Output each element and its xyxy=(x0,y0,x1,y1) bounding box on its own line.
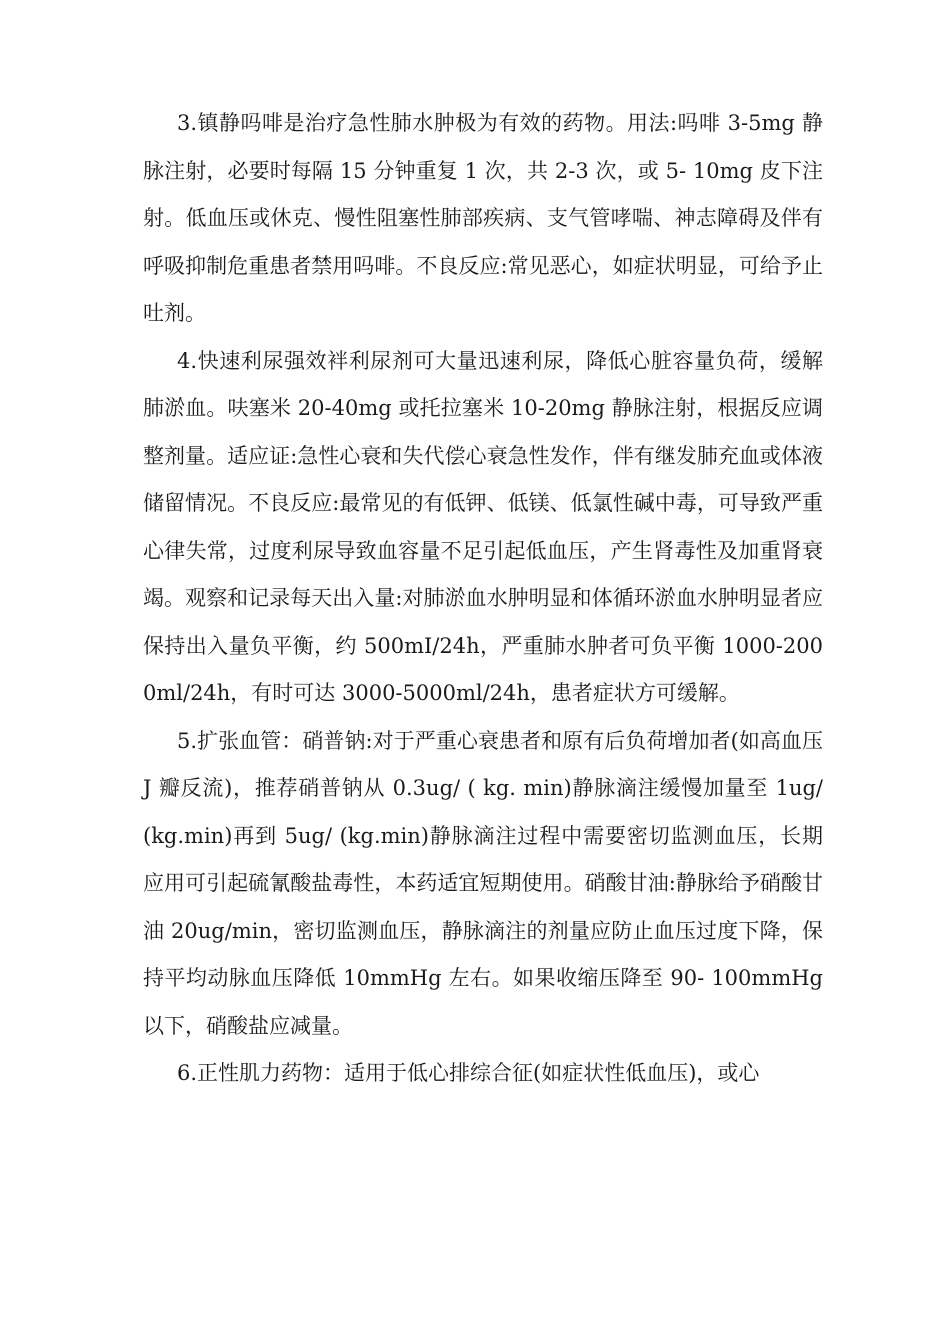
document-body xyxy=(143,100,823,1098)
paragraph-inotropes: 6.正性肌力药物：适用于低心排综合征(如症状性低血压)，或心 xyxy=(177,1061,760,1085)
paragraph-vasodilators: 5.扩张血管：硝普钠:对于严重心衰患者和原有后负荷增加者(如高血压 J 瓣反流)，推荐硝普钠从 0.3ug/ ( kg. min)静脉滴注缓慢加量至 1ug/(kg.min)再到 5ug/ (kg.min)静脉滴注过程中需要密切监测血压，长期应用可引起硫氰酸盐毒性，本药适宜短期使用。硝酸甘油:静脉给予硝酸甘油 20ug/min，密切监测血压，静脉滴注的剂量应防止血压过度下降，保持平均动脉血压降低 10mmHg 左右。如果收缩压降至 90- 100mmHg 以下，硝酸盐应减量。 xyxy=(143,728,823,1038)
paragraph-diuretics: 4.快速利尿强效袢利尿剂可大量迅速利尿，降低心脏容量负荷，缓解肺淤血。呋塞米 20-40mg 或托拉塞米 10-20mg 静脉注射，根据反应调整剂量。适应证:急性心衰和失代偿心衰急性发作，伴有继发肺充血或体液储留情况。不良反应:最常见的有低钾、低镁、低氯性碱中毒，可导致严重心律失常，过度利尿导致血容量不足引起低血压，产生肾毒性及加重肾衰竭。观察和记录每天出入量:对肺淤血水肿明显和体循环淤血水肿明显者应保持出入量负平衡，约 500mI/24h，严重肺水肿者可负平衡 1000-2000ml/24h，有时可达 3000-5000ml/24h，患者症状方可缓解。 xyxy=(143,348,823,705)
paragraph-morphine: 3.镇静吗啡是治疗急性肺水肿极为有效的药物。用法:吗啡 3-5mg 静脉注射，必要时每隔 15 分钟重复 1 次，共 2-3 次，或 5- 10mg 皮下注射。低血压或休克、慢性阻塞性肺部疾病、支气管哮喘、神志障碍及伴有呼吸抑制危重患者禁用吗啡。不良反应:常见恶心，如症状明显，可给予止吐剂。 xyxy=(143,111,823,325)
